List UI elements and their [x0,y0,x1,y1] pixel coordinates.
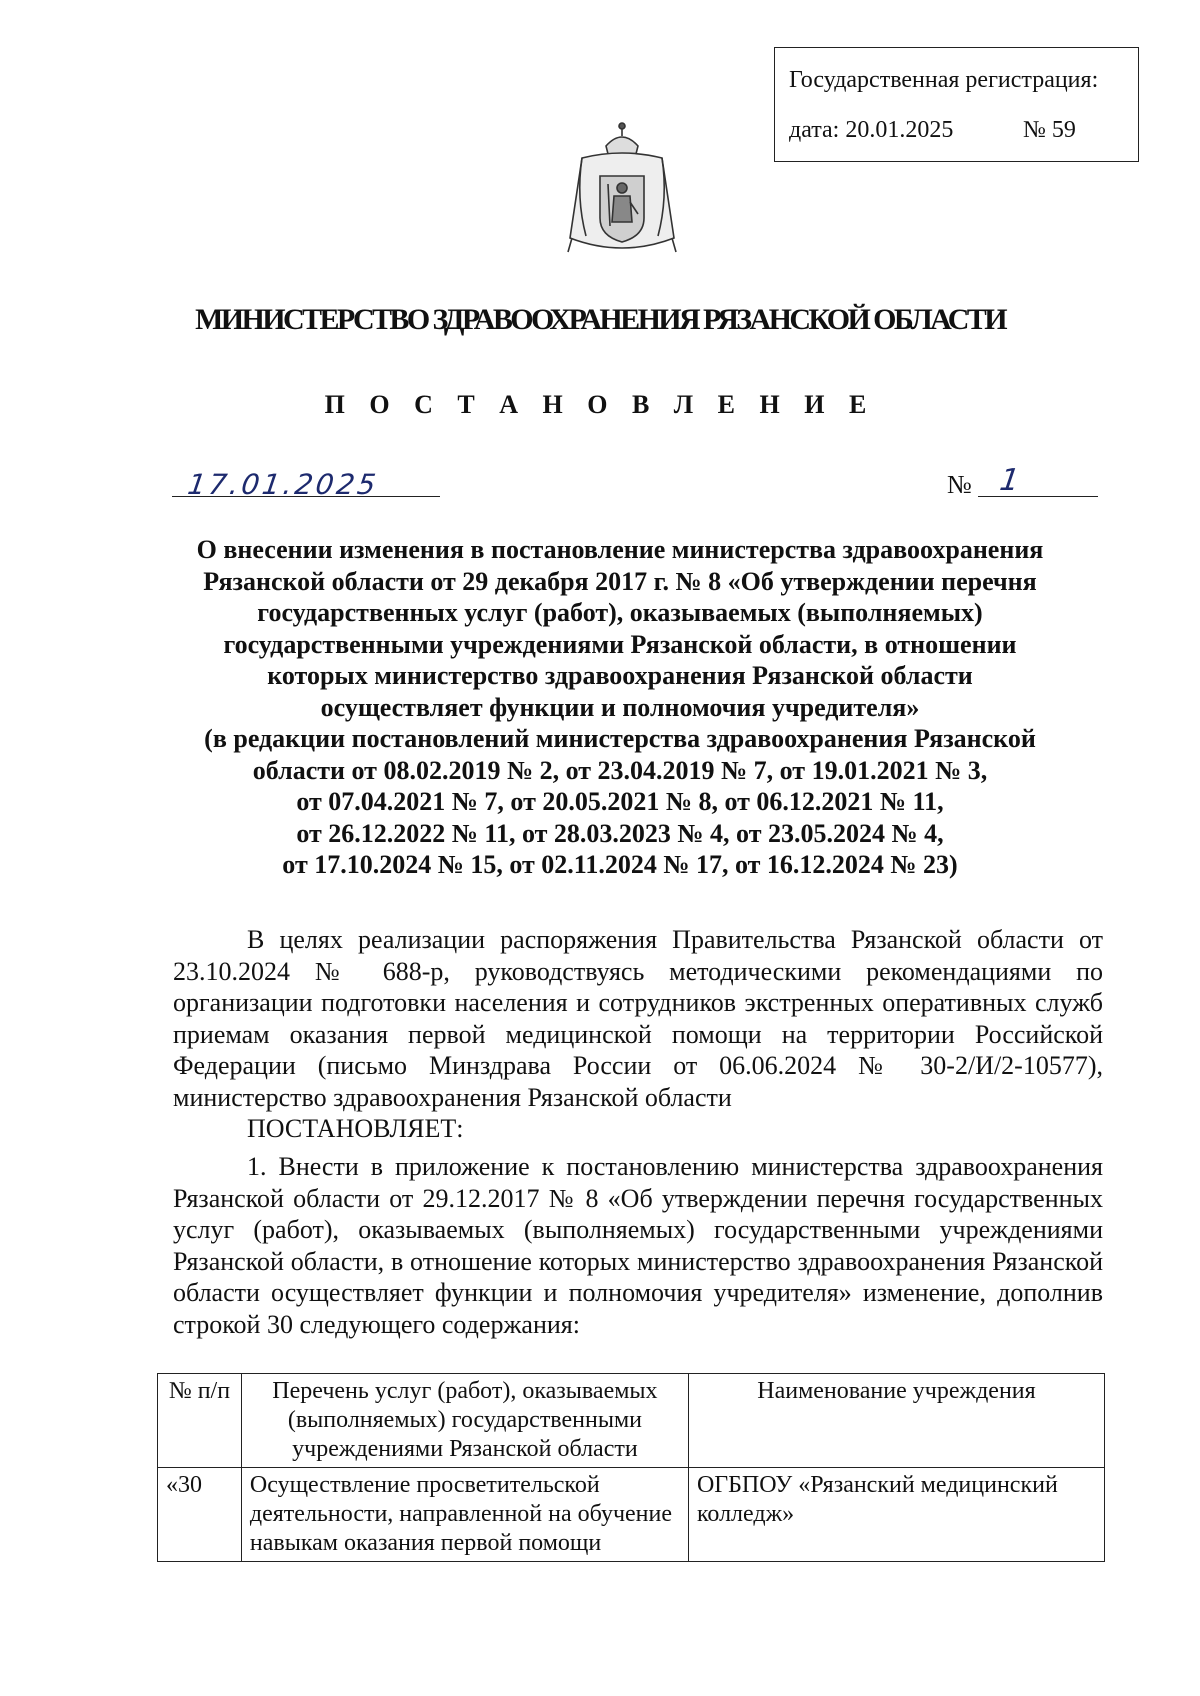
registration-title: Государственная регистрация: [789,67,1099,93]
registration-box [774,47,1139,162]
item-1-text: 1. Внести в приложение к постановлению министерства здравоохранения Рязанской области от 29.12.2017 № 8 «Об утверждении перечня государственных услуг (работ), оказываемых (выполняемых) государственными учреждениями Рязанской области, в отношение которых министерство здравоохранения Рязанской области осуществляет функции и полномочия учредителя» изменение, дополнив строкой 30 следующего содержания: [173,1152,1103,1339]
resolves-label: ПОСТАНОВЛЯЕТ: [247,1114,464,1143]
title-line: (в редакции постановлений министерства здравоохранения Рязанской [204,724,1036,753]
table-header-row [158,1374,1105,1468]
column-header-number: № п/п [158,1374,242,1468]
services-table [157,1373,1105,1562]
document-type: П О С Т А Н О В Л Е Н И Е [324,390,876,419]
table-cell-institution: ОГБПОУ «Рязанский медицинский колледж» [688,1468,1104,1562]
number-sign: № [947,470,972,499]
title-line: которых министерство здравоохранения Рязанской области [267,661,973,690]
decree-date: 17.01.2025 [185,468,381,501]
title-line: О внесении изменения в постановление министерства здравоохранения [196,535,1044,564]
column-header-institution: Наименование учреждения [688,1374,1104,1468]
table-row [158,1468,1105,1562]
title-line: Рязанской области от 29 декабря 2017 г. № 8 «Об утверждении перечня [203,566,1037,596]
document-title [150,534,1090,881]
preamble-text: В целях реализации распоряжения Правительства Рязанской области от 23.10.2024 № 688-р, руководствуясь методическими рекомендациями по организации подготовки населения и сотрудников экстренных оперативных служб приемам оказания первой медицинской помощи на территории Российской Федерации (письмо Минздрава России от 06.06.2024 № 30-2/И/2-10577), министерство здравоохранения Рязанской области [173,925,1103,1112]
decree-number: 1 [997,463,1022,498]
registration-date: дата: 20.01.2025 [789,117,954,143]
title-line: от 26.12.2022 № 11, от 28.03.2023 № 4, от 23.05.2024 № 4, [296,818,944,848]
title-line: государственных услуг (работ), оказываемых (выполняемых) [257,598,983,627]
registration-number: № 59 [1023,117,1076,143]
title-line: государственными учреждениями Рязанской области, в отношении [223,629,1017,659]
table-cell-number: «30 [158,1468,242,1562]
number-underline [978,496,1098,497]
ministry-name: МИНИСТЕРСТВО ЗДРАВООХРАНЕНИЯ РЯЗАНСКОЙ ОБЛАСТИ [195,303,1005,336]
title-line: осуществляет функции и полномочия учредителя» [320,692,920,722]
table-cell-service: Осуществление просветительской деятельности, направленной на обучение навыкам оказания первой помощи [241,1468,688,1562]
preamble-paragraph [173,924,1103,1113]
date-underline [172,496,440,497]
title-line: от 17.10.2024 № 15, от 02.11.2024 № 17, от 16.12.2024 № 23) [282,850,958,879]
column-header-services: Перечень услуг (работ), оказываемых (выполняемых) государственными учреждениями Рязанской области [241,1374,688,1468]
item-1-paragraph [173,1151,1103,1340]
coat-of-arms-icon [562,118,682,268]
title-line: от 07.04.2021 № 7, от 20.05.2021 № 8, от 06.12.2021 № 11, [296,787,944,816]
title-line: области от 08.02.2019 № 2, от 23.04.2019 № 7, от 19.01.2021 № 3, [252,755,988,785]
